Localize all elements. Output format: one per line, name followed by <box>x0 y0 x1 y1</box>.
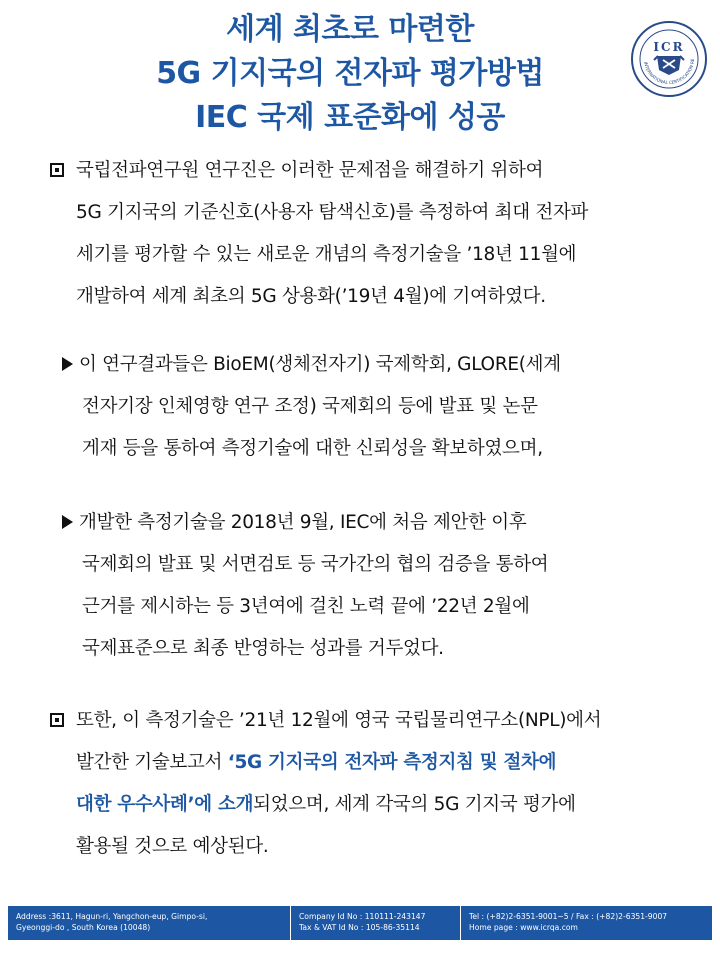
paragraph-2 <box>62 344 720 470</box>
highlighted-report-title: 대한 우수사례’에 소개 <box>76 794 254 815</box>
text-line <box>50 784 720 826</box>
logo-ring-text: INTERNATIONAL CERTIFICATION RE <box>642 58 697 87</box>
highlighted-report-title: ‘5G 기지국의 전자파 측정지침 및 절차에 <box>227 752 557 773</box>
company-id: Company Id No : 110111-243147 <box>299 912 426 921</box>
square-bullet-icon <box>50 713 64 727</box>
text-line: 5G 기지국의 기준신호(사용자 탐색신호)를 측정하여 최대 전자파 <box>76 202 589 223</box>
square-bullet-icon <box>50 163 64 177</box>
text-line: 게재 등을 통하여 측정기술에 대한 신뢰성을 확보하였으며, <box>82 438 543 459</box>
paragraph-text: 또한, 이 측정기술은 ’21년 12월에 영국 국립물리연구소(NPL)에서 <box>76 710 602 731</box>
paragraph-text: 되었으며, 세계 각국의 5G 기지국 평가에 <box>253 794 576 815</box>
paragraph-1 <box>50 150 720 318</box>
text-line: 국제회의 발표 및 서면검토 등 국가간의 협의 검증을 통하여 <box>82 554 549 575</box>
footer-contact <box>460 906 712 940</box>
title-line-1: 세계 최초로 마련한 <box>226 12 474 47</box>
text-line <box>50 150 720 192</box>
paragraph-text: 국립전파연구원 연구진은 이러한 문제점을 해결하기 위하여 <box>76 160 544 181</box>
triangle-bullet-icon <box>62 515 73 529</box>
footer-ids <box>290 906 460 940</box>
paragraph-3 <box>62 502 720 670</box>
text-line: 활용될 것으로 예상된다. <box>76 836 269 857</box>
document-body <box>0 150 720 868</box>
text-line <box>62 502 720 544</box>
text-line <box>50 700 720 742</box>
homepage-link[interactable]: Home page : www.icrqa.com <box>469 923 578 932</box>
triangle-bullet-icon <box>62 357 73 371</box>
text-line <box>50 742 720 784</box>
logo-text: ICR <box>653 40 685 54</box>
text-line: 세기를 평가할 수 있는 새로운 개념의 측정기술을 ’18년 11월에 <box>76 244 577 265</box>
paragraph-4 <box>50 700 720 868</box>
text-line: 전자기장 인체영향 연구 조정) 국제회의 등에 발표 및 논문 <box>82 396 538 417</box>
footer-address <box>8 906 290 940</box>
paragraph-text: 발간한 기술보고서 <box>76 752 228 773</box>
title-line-2: 5G 기지국의 전자파 평가방법 <box>156 56 544 91</box>
title-line-3: IEC 국제 표준화에 성공 <box>195 100 505 135</box>
text-line: 개발하여 세계 최초의 5G 상용화(’19년 4월)에 기여하였다. <box>76 286 546 307</box>
paragraph-text: 개발한 측정기술을 2018년 9월, IEC에 처음 제안한 이후 <box>79 512 527 533</box>
text-line: 국제표준으로 최종 반영하는 성과를 거두었다. <box>82 638 444 659</box>
tax-id: Tax & VAT Id No : 105-86-35114 <box>299 923 420 932</box>
address-line-1: Address :3611, Hagun-ri, Yangchon-eup, Gimpo-si, <box>16 912 208 921</box>
text-line <box>62 344 720 386</box>
document-title <box>60 8 640 140</box>
footer-bar <box>8 906 712 940</box>
phone-fax: Tel : (+82)2-6351-9001~5 / Fax : (+82)2-6351-9007 <box>469 912 668 921</box>
paragraph-text: 이 연구결과들은 BioEM(생체전자기) 국제학회, GLORE(세계 <box>79 354 561 375</box>
address-line-2: Gyeonggi-do , South Korea (10048) <box>16 923 151 932</box>
icr-logo <box>630 20 708 98</box>
text-line: 근거를 제시하는 등 3년여에 걸친 노력 끝에 ’22년 2월에 <box>82 596 530 617</box>
